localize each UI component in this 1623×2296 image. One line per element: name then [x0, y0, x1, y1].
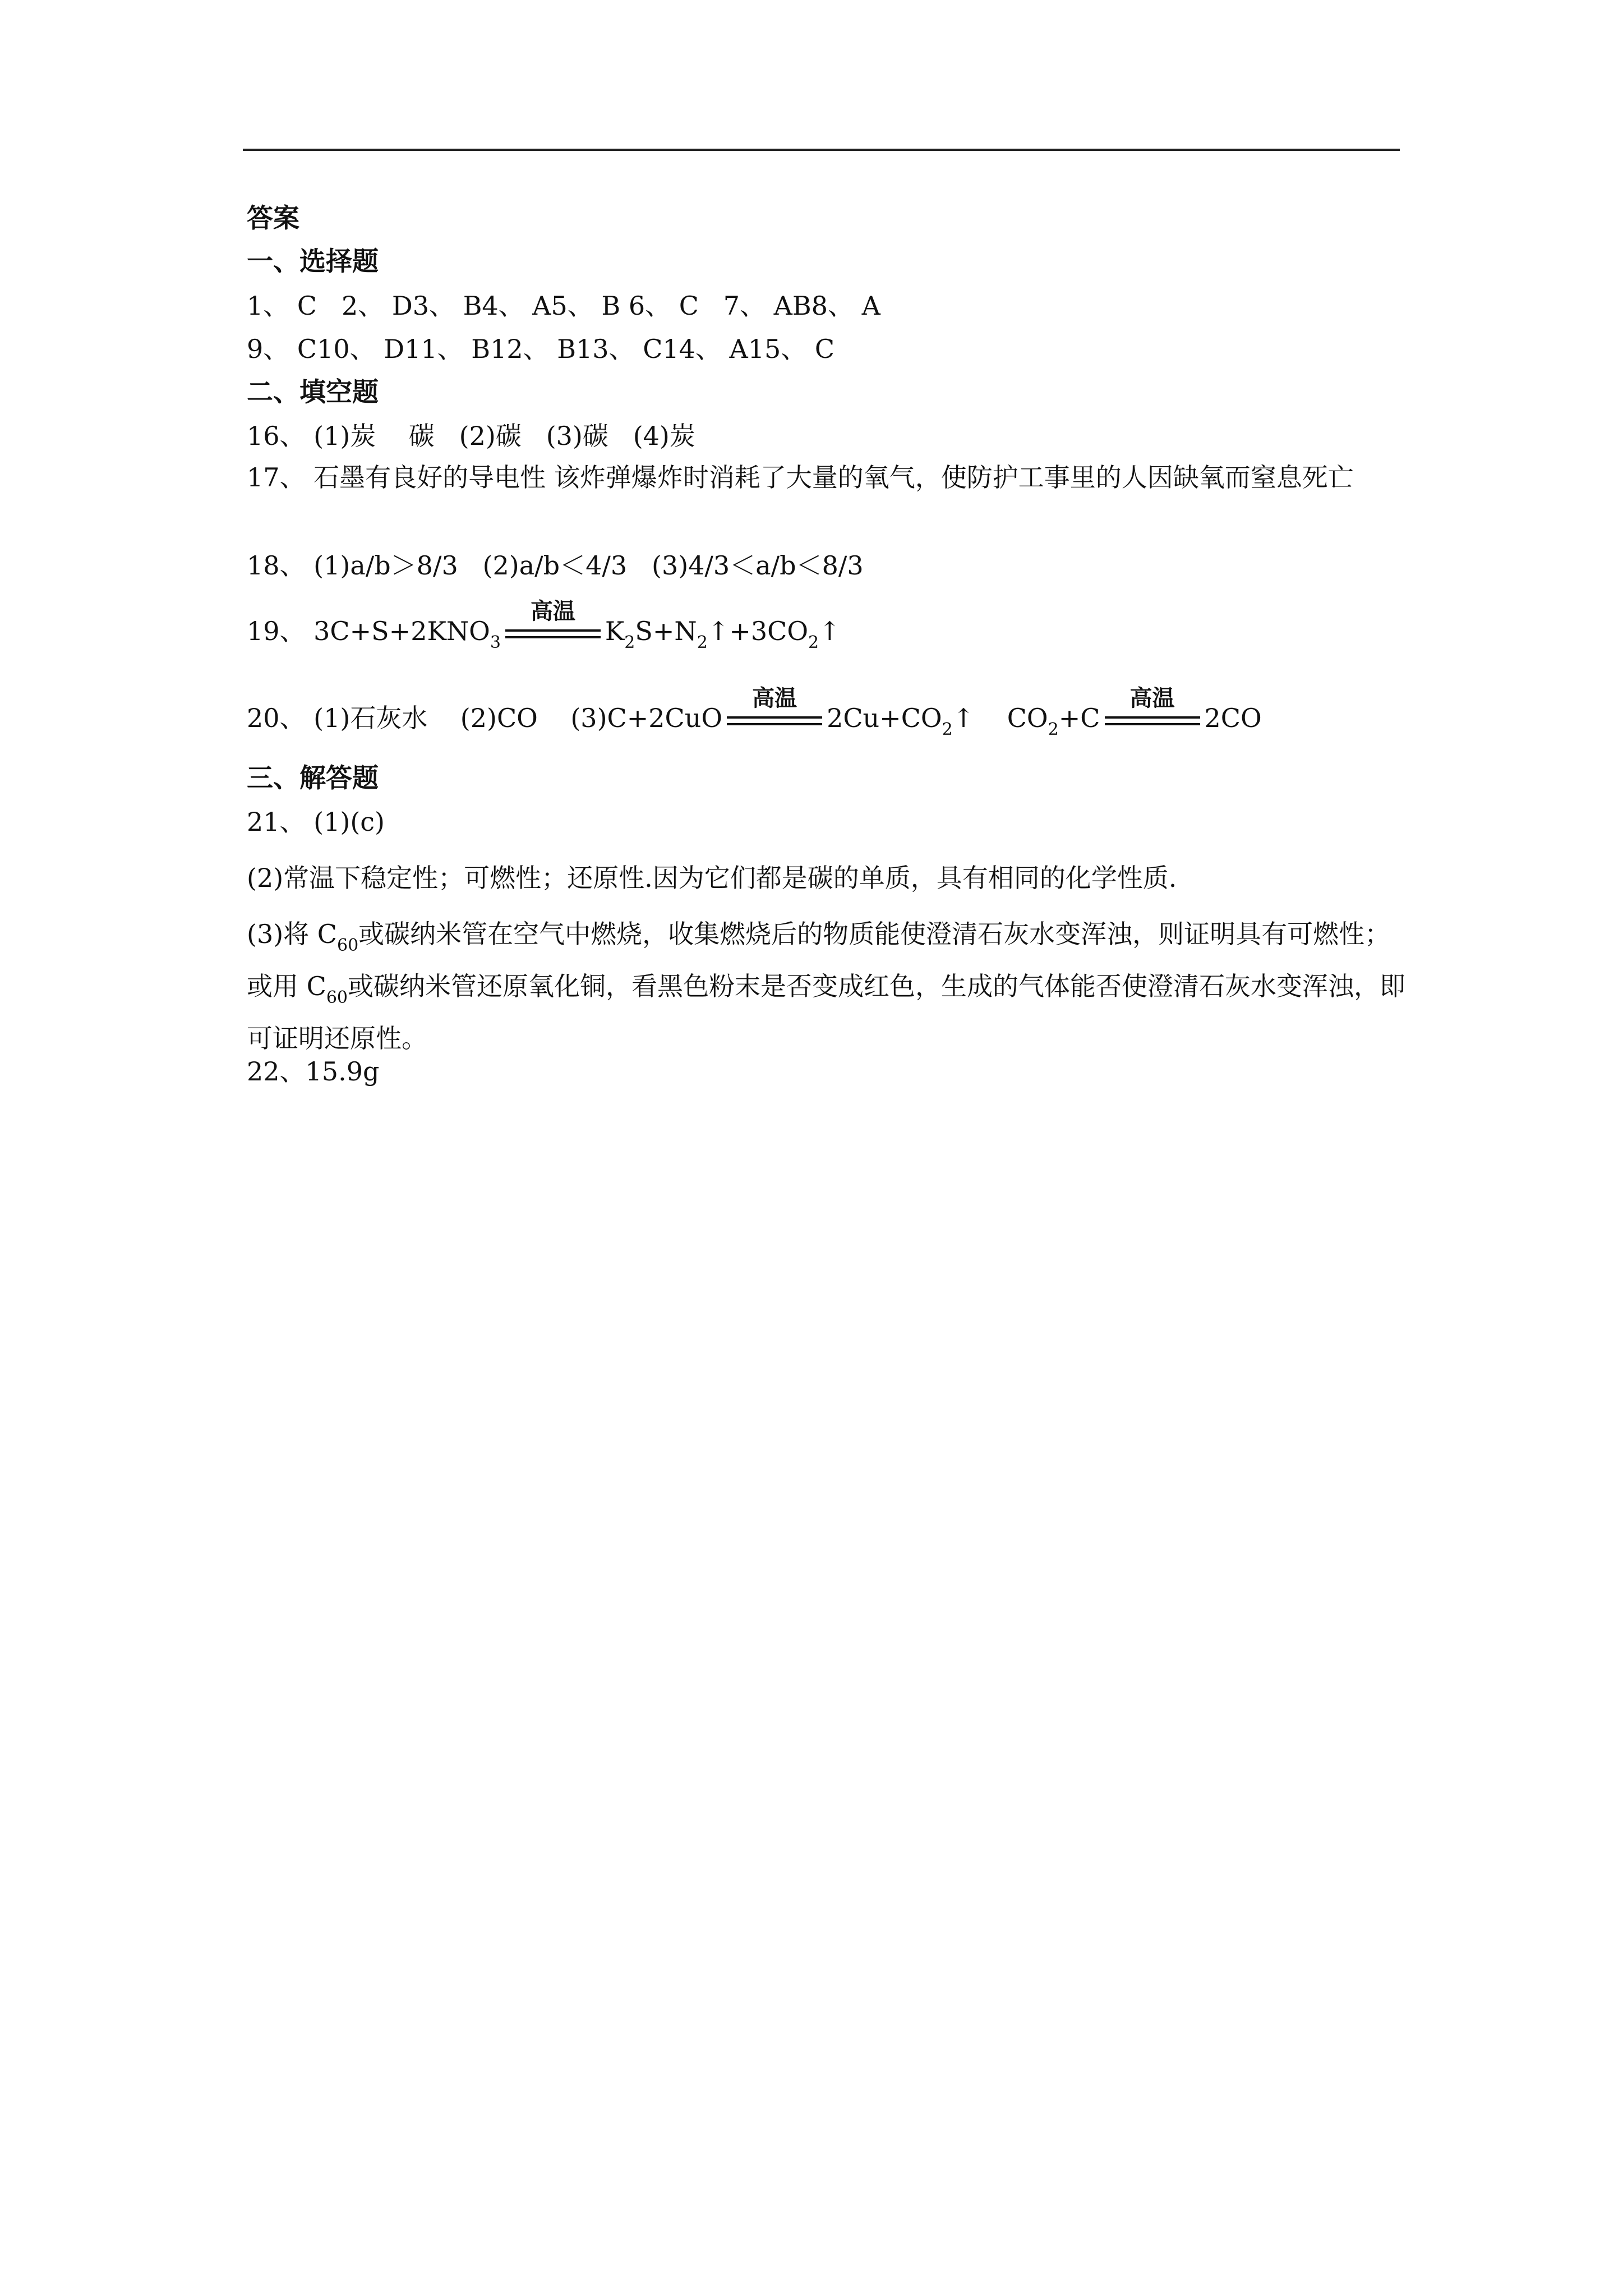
answer-17: 17、 石墨有良好的导电性 该炸弹爆炸时消耗了大量的氧气，使防护工事里的人因缺氧而窒息死亡 — [247, 462, 1354, 493]
answer-22: 22、15.9g — [247, 1056, 380, 1087]
section-heading-solve: 三、解答题 — [247, 763, 379, 794]
section-heading-fill: 二、填空题 — [247, 377, 379, 408]
choice-answers-line-2: 9、 C10、 D11、 B12、 B13、 C14、 A15、 C — [247, 334, 835, 364]
choice-answers-line-1: 1、 C 2、 D3、 B4、 A5、 B 6、 C 7、 AB8、 A — [247, 291, 880, 321]
answer-19-equation: 19、 $3C+S+2KNO_3$ 高温 $K_2S+N_2↑+3CO_2↑$ — [247, 599, 841, 652]
header-rule — [243, 149, 1400, 151]
answer-21-part-3: (3)将 $C_{60}$或碳纳米管在空气中燃烧，收集燃烧后的物质能使澄清石灰水变浑浊，则证明具有可燃性；或用 $C_{60}$或碳纳米管还原氧化铜，看黑色粉末是否变成红色，生成的气体能否使澄清石灰水变浑浊，即可证明还原性。 — [247, 919, 1406, 1053]
reaction-condition: 高温 — [1105, 705, 1200, 739]
answer-20-equations: 20、 (1)石灰水 (2)CO (3)C+2CuO 高温 $2Cu+CO_2↑$ $CO_2+C$ 高温 2CO — [247, 685, 1262, 739]
answer-21-part-2: (2)常温下稳定性；可燃性；还原性.因为它们都是碳的单质，具有相同的化学性质. — [247, 863, 1177, 893]
answer-18: 18、 (1)a/b＞8/3 (2)a/b＜4/3 (3)4/3＜a/b＜8/3 — [247, 550, 864, 581]
reaction-condition: 高温 — [727, 705, 822, 739]
answer-16: 16、 (1)炭 碳 (2)碳 (3)碳 (4)炭 — [247, 421, 695, 451]
answer-title: 答案 — [247, 203, 299, 234]
answer-21-part-1: 21、 (1)(c) — [247, 807, 385, 837]
section-heading-choice: 一、选择题 — [247, 246, 379, 277]
reaction-condition: 高温 — [505, 618, 601, 652]
